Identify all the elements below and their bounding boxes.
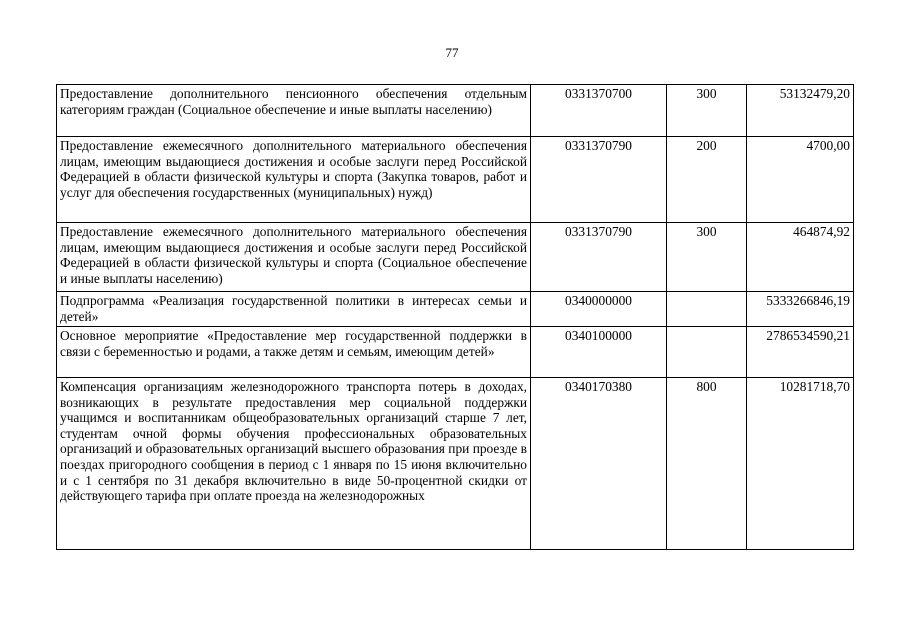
- row-amount: 4700,00: [747, 137, 854, 223]
- table-row: [57, 292, 854, 327]
- row-amount: 464874,92: [747, 223, 854, 292]
- row-target-code: 0331370790: [531, 223, 667, 292]
- row-description: Предоставление ежемесячного дополнительного материального обеспечения лицам, имеющим выдающиеся достижения и особые заслуги перед Российской Федерацией в области физической культуры и спорта (Социальное обеспечение и иные выплаты населению): [57, 223, 531, 292]
- row-amount: 10281718,70: [747, 378, 854, 550]
- row-target-code: 0340170380: [531, 378, 667, 550]
- row-amount: 53132479,20: [747, 85, 854, 137]
- row-description: Основное мероприятие «Предоставление мер государственной поддержки в связи с беременностью и родами, а также детям и семьям, имеющим детей»: [57, 327, 531, 378]
- table-row: [57, 85, 854, 137]
- budget-table: [56, 84, 854, 550]
- row-target-code: 0340000000: [531, 292, 667, 327]
- row-amount: 5333266846,19: [747, 292, 854, 327]
- table-row: [57, 327, 854, 378]
- row-description: Подпрограмма «Реализация государственной политики в интересах семьи и детей»: [57, 292, 531, 327]
- row-expense-type: 200: [667, 137, 747, 223]
- row-amount: 2786534590,21: [747, 327, 854, 378]
- row-description: Предоставление ежемесячного дополнительного материального обеспечения лицам, имеющим выдающиеся достижения и особые заслуги перед Российской Федерацией в области физической культуры и спорта (Закупка товаров, работ и услуг для обеспечения государственных (муниципальных) нужд): [57, 137, 531, 223]
- row-expense-type: 300: [667, 85, 747, 137]
- page-number: 77: [445, 45, 459, 60]
- table-row: [57, 378, 854, 550]
- row-expense-type: [667, 327, 747, 378]
- table-row: [57, 223, 854, 292]
- row-target-code: 0331370700: [531, 85, 667, 137]
- row-description: Компенсация организациям железнодорожного транспорта потерь в доходах, возникающих в результате предоставления мер социальной поддержки учащимся и воспитанникам общеобразовательных организаций старше 7 лет, студентам очной формы обучения профессиональных образовательных организаций и образовательных организаций высшего образования при проезде в поездах пригородного сообщения в период с 1 января по 15 июня включительно и с 1 сентября по 31 декабря включительно в виде 50-процентной скидки от действующего тарифа при оплате проезда на железнодорожных: [57, 378, 531, 550]
- row-target-code: 0340100000: [531, 327, 667, 378]
- row-expense-type: 800: [667, 378, 747, 550]
- row-expense-type: 300: [667, 223, 747, 292]
- row-target-code: 0331370790: [531, 137, 667, 223]
- row-expense-type: [667, 292, 747, 327]
- table-row: [57, 137, 854, 223]
- row-description: Предоставление дополнительного пенсионного обеспечения отдельным категориям граждан (Социальное обеспечение и иные выплаты населению): [57, 85, 531, 137]
